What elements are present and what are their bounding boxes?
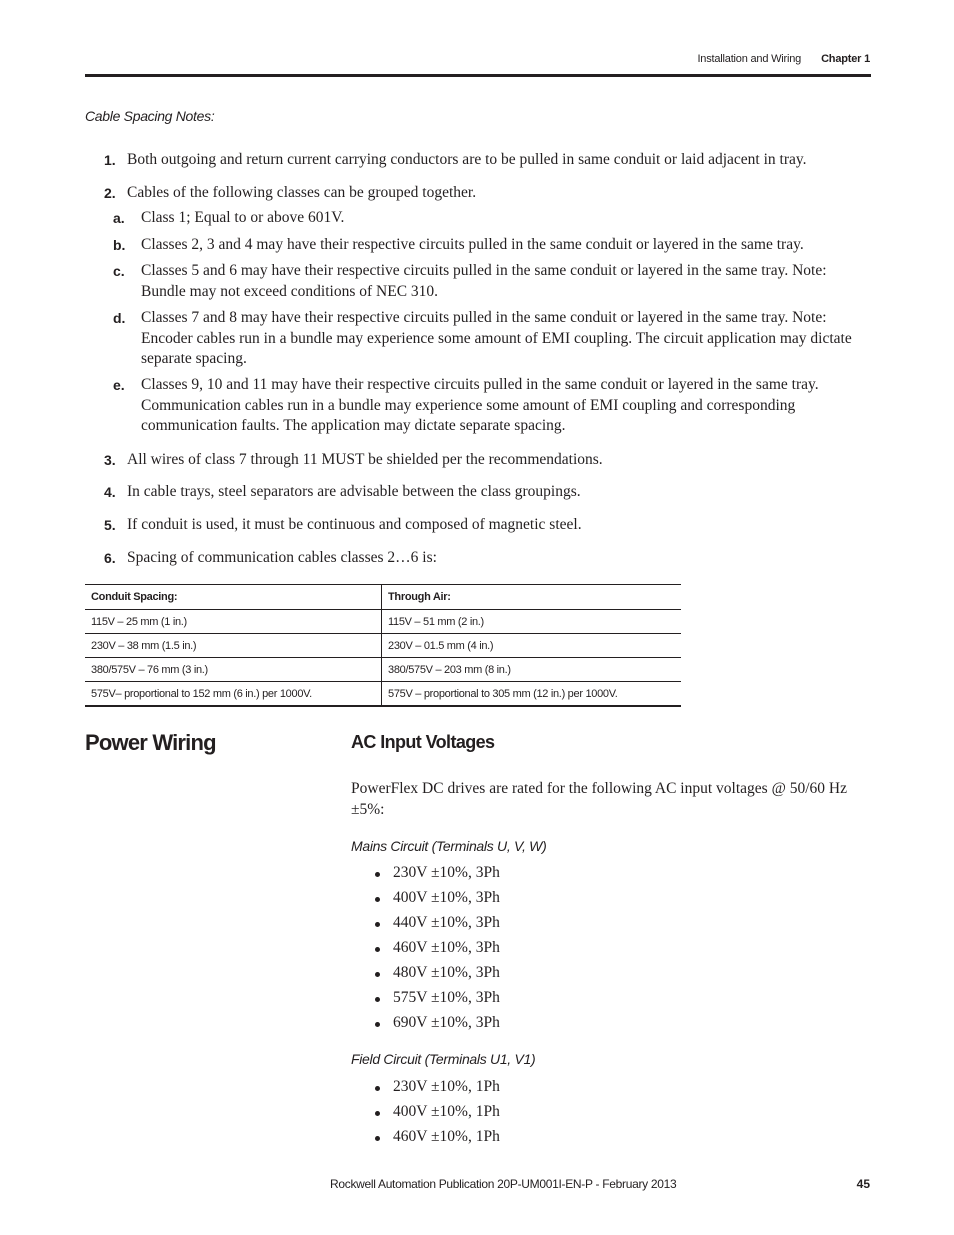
header-chapter: Chapter 1 [821, 53, 870, 65]
list-item [351, 938, 500, 963]
bullet-icon [375, 972, 380, 977]
mains-circuit-title: Mains Circuit (Terminals U, V, W) [351, 838, 547, 854]
list-item-text: 460V ±10%, 3Ph [393, 939, 500, 956]
bullet-icon [375, 1022, 380, 1027]
bullet-icon [375, 897, 380, 902]
list-item-text: 400V ±10%, 3Ph [393, 889, 500, 906]
note-text: In cable trays, steel separators are advisable between the class groupings. [127, 483, 581, 500]
running-header [697, 53, 870, 65]
list-item-text: 230V ±10%, 3Ph [393, 864, 500, 881]
list-item [351, 988, 500, 1013]
subnote-label: a. [113, 210, 125, 226]
table-cell: 230V – 38 mm (1.5 in.) [85, 634, 382, 658]
page-number: 45 [856, 1177, 870, 1191]
field-voltage-list [351, 1077, 500, 1152]
footer-publication: Rockwell Automation Publication 20P-UM001I-EN-P - February 2013 [330, 1177, 677, 1191]
subnote-text: Classes 7 and 8 may have their respective circuits pulled in the same conduit or layered in the same tray. Note: Encoder cables run in a bundle may experience some amount of EMI coupling. The circuit application may dictate separate spacing. [141, 309, 852, 367]
section-title: Power Wiring [85, 730, 216, 755]
note-number: 6. [104, 550, 116, 566]
subnote-text: Class 1; Equal to or above 601V. [141, 209, 345, 226]
list-item-text: 480V ±10%, 3Ph [393, 964, 500, 981]
bullet-icon [375, 922, 380, 927]
header-section: Installation and Wiring [697, 53, 802, 65]
note-number: 3. [104, 452, 116, 468]
table-row [85, 682, 681, 707]
mains-voltage-list [351, 863, 500, 1038]
list-item [351, 863, 500, 888]
subnote-text: Classes 2, 3 and 4 may have their respective circuits pulled in the same conduit or layered in the same tray. [141, 236, 804, 253]
header-rule [85, 74, 871, 77]
intro-paragraph: PowerFlex DC drives are rated for the following AC input voltages @ 50/60 Hz ±5%: [351, 780, 847, 818]
note-number: 1. [104, 152, 116, 168]
table-header-cell: Conduit Spacing: [85, 585, 382, 610]
note-text: If conduit is used, it must be continuous and composed of magnetic steel. [127, 516, 582, 533]
note-text: Both outgoing and return current carrying conductors are to be pulled in same conduit or laid adjacent in tray. [127, 151, 807, 168]
table-cell: 575V– proportional to 152 mm (6 in.) per 1000V. [85, 682, 382, 707]
bullet-icon [375, 872, 380, 877]
list-item-text: 690V ±10%, 3Ph [393, 1014, 500, 1031]
list-item [351, 1013, 500, 1038]
table-row [85, 658, 681, 682]
table-cell: 380/575V – 203 mm (8 in.) [382, 658, 682, 682]
list-item [351, 888, 500, 913]
table-header-row [85, 585, 681, 610]
list-item [351, 1077, 500, 1102]
list-item [351, 1127, 500, 1152]
bullet-icon [375, 1086, 380, 1091]
list-item-text: 440V ±10%, 3Ph [393, 914, 500, 931]
subnote-label: c. [113, 263, 125, 279]
list-item [351, 963, 500, 988]
table-cell: 115V – 25 mm (1 in.) [85, 610, 382, 634]
bullet-icon [375, 947, 380, 952]
note-number: 2. [104, 185, 116, 201]
spacing-table [85, 584, 681, 707]
subnote-text: Classes 9, 10 and 11 may have their respective circuits pulled in the same conduit or layered in the same tray. Communication cables run in a bundle may experience some amount of EMI coupling and corresponding communication faults. The application may dictate separate spacing. [141, 376, 819, 434]
subnote-label: e. [113, 377, 125, 393]
table-cell: 115V – 51 mm (2 in.) [382, 610, 682, 634]
table-row [85, 634, 681, 658]
subsection-title: AC Input Voltages [351, 732, 495, 752]
list-item-text: 230V ±10%, 1Ph [393, 1078, 500, 1095]
subnote-label: d. [113, 310, 126, 326]
subnote-label: b. [113, 237, 126, 253]
bullet-icon [375, 1136, 380, 1141]
note-text: Spacing of communication cables classes 2…6 is: [127, 549, 437, 566]
table-cell: 380/575V – 76 mm (3 in.) [85, 658, 382, 682]
bullet-icon [375, 1111, 380, 1116]
table-cell: 575V – proportional to 305 mm (12 in.) per 1000V. [382, 682, 682, 707]
list-item [351, 913, 500, 938]
note-text: Cables of the following classes can be grouped together. [127, 184, 477, 201]
table-header-cell: Through Air: [382, 585, 682, 610]
table-cell: 230V – 01.5 mm (4 in.) [382, 634, 682, 658]
note-number: 4. [104, 484, 116, 500]
field-circuit-title: Field Circuit (Terminals U1, V1) [351, 1051, 536, 1067]
note-number: 5. [104, 517, 116, 533]
notes-title: Cable Spacing Notes: [85, 108, 215, 124]
list-item-text: 400V ±10%, 1Ph [393, 1103, 500, 1120]
note-text: All wires of class 7 through 11 MUST be shielded per the recommendations. [127, 451, 603, 468]
subnote-text: Classes 5 and 6 may have their respective circuits pulled in the same conduit or layered in the same tray. Note: Bundle may not exceed conditions of NEC 310. [141, 262, 827, 300]
list-item-text: 575V ±10%, 3Ph [393, 989, 500, 1006]
bullet-icon [375, 997, 380, 1002]
table-row [85, 610, 681, 634]
list-item-text: 460V ±10%, 1Ph [393, 1128, 500, 1145]
list-item [351, 1102, 500, 1127]
